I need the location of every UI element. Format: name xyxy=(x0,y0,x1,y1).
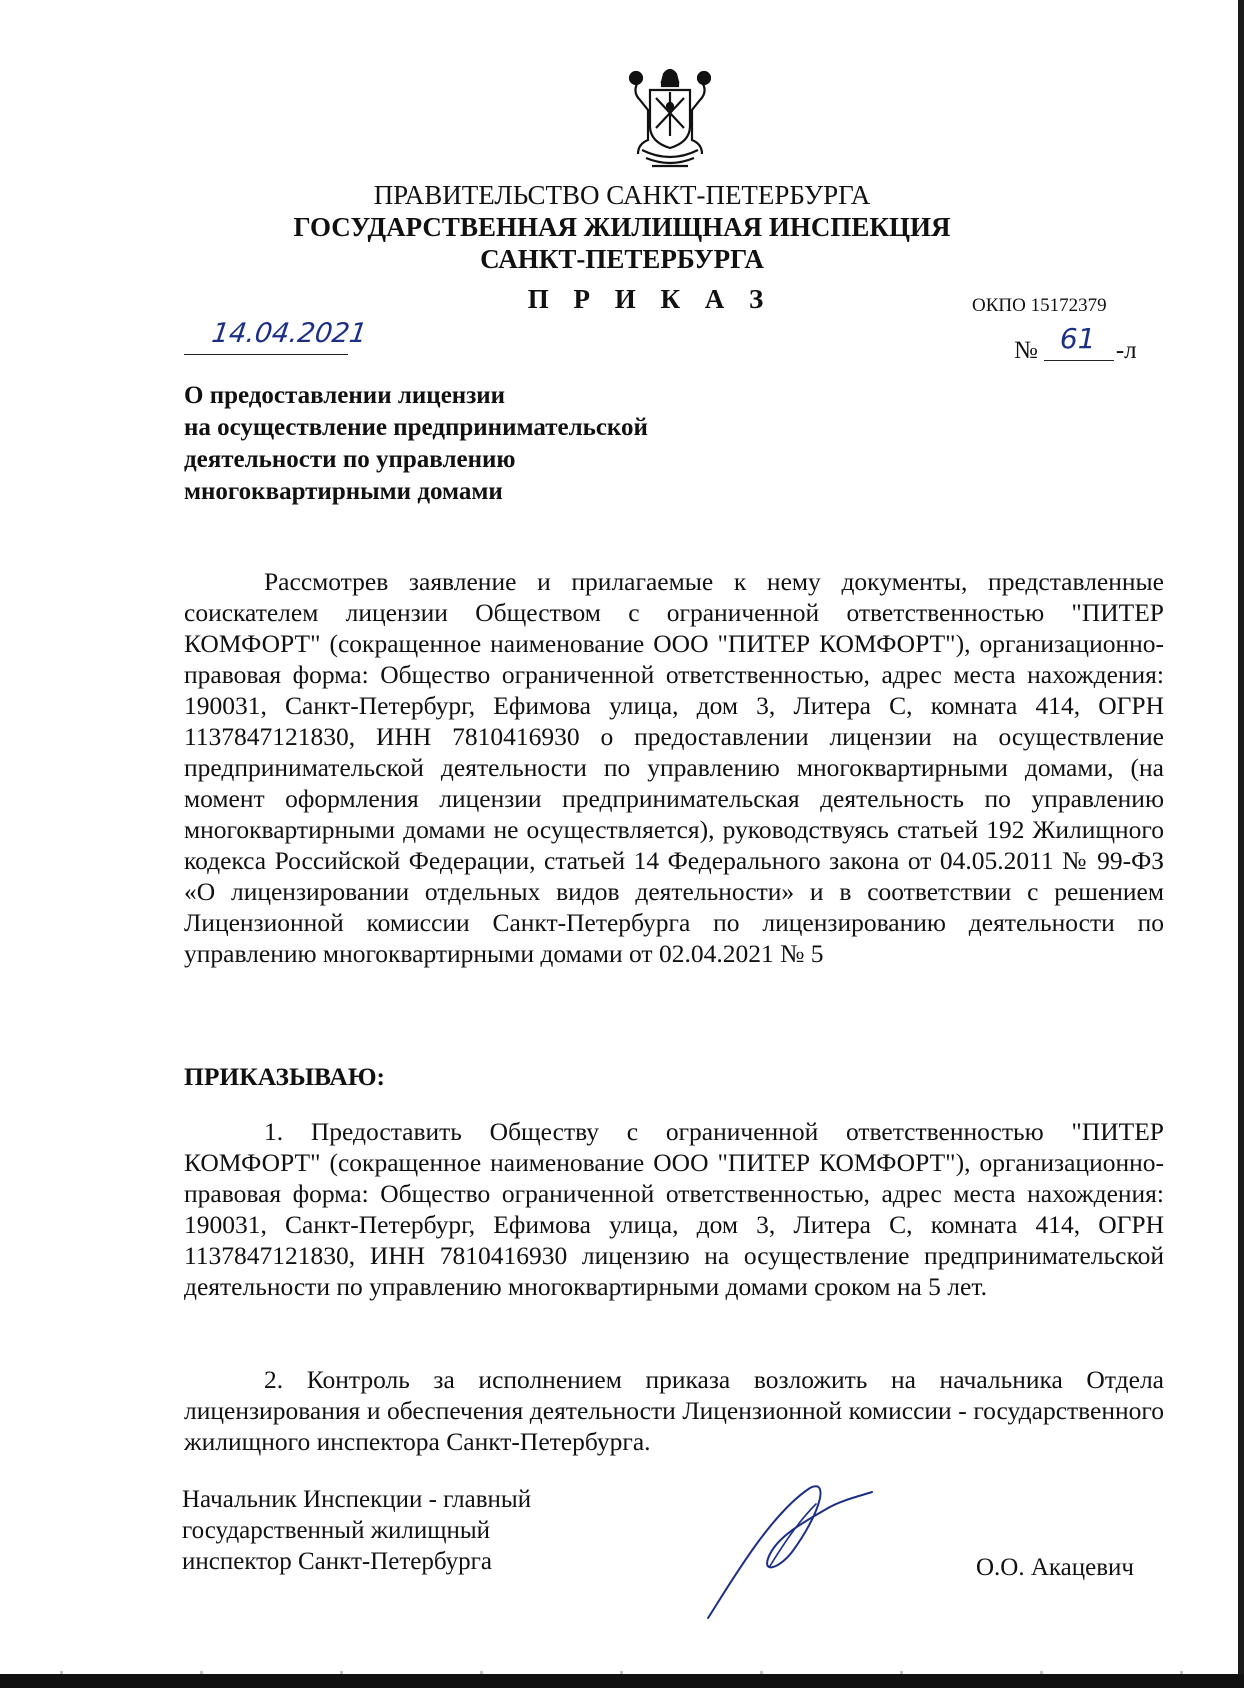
subject-line: многоквартирными домами xyxy=(184,478,503,505)
government-name: ПРАВИТЕЛЬСТВО САНКТ-ПЕТЕРБУРГА xyxy=(373,180,871,210)
order-item-1 xyxy=(184,1116,1164,1302)
number-sign: № xyxy=(1014,337,1038,364)
st-petersburg-coat-of-arms-icon xyxy=(622,66,718,170)
order-item-2-text: 2. Контроль за исполнением приказа возложить на начальника Отдела лицензирования и обеспечения деятельности Лицензионной комиссии - государственного жилищного инспектора Санкт-Петербурга. xyxy=(184,1365,1164,1456)
document-type: П Р И К А З xyxy=(527,284,773,314)
preamble-paragraph xyxy=(184,566,1164,969)
number-field xyxy=(1044,322,1114,361)
order-heading: ПРИКАЗЫВАЮ: xyxy=(184,1062,386,1091)
scan-edge-bottom xyxy=(0,1674,1244,1688)
number-suffix: -л xyxy=(1115,337,1137,364)
order-number xyxy=(1014,322,1137,365)
document-subject xyxy=(184,380,648,508)
signer-position xyxy=(182,1484,531,1577)
order-item-1-text: 1. Предоставить Обществу с ограниченной ответственностью "ПИТЕР КОМФОРТ" (сокращенное наименование ООО "ПИТЕР КОМФОРТ"), организационно-правовая форма: Общество ограниченной ответственностью, адрес места нахождения: 190031, Санкт-Петербург, Ефимова улица, дом 3, Литера С, комната 414, ОГРН 1137847121830, ИНН 7810416930 лицензию на осуществление предпринимательской деятельности по управлению многоквартирными домами сроком на 5 лет. xyxy=(184,1117,1164,1301)
inspection-name-line2: САНКТ-ПЕТЕРБУРГА xyxy=(480,244,764,274)
signer-position-line: Начальник Инспекции - главный xyxy=(182,1486,532,1513)
handwritten-signature-icon xyxy=(700,1474,880,1624)
preamble-text: Рассмотрев заявление и прилагаемые к нему документы, представленные соискателем лицензии Обществом с ограниченной ответственностью "ПИТЕР КОМФОРТ" (сокращенное наименование ООО "ПИТЕР КОМФОРТ"), организационно-правовая форма: Общество ограниченной ответственностью, адрес места нахождения: 190031, Санкт-Петербург, Ефимова улица, дом 3, Литера С, комната 414, ОГРН 1137847121830, ИНН 7810416930 о предоставлении лицензии на осуществление предпринимательской деятельности по управлению многоквартирными домами, (на момент оформления лицензии предпринимательская деятельность по управлению многоквартирными домами не осуществляется), руководствуясь статьей 192 Жилищного кодекса Российской Федерации, статьей 14 Федерального закона от 04.05.2011 № 99-ФЗ «О лицензировании отдельных видов деятельности» и в соответствии с решением Лицензионной комиссии Санкт-Петербурга по лицензированию деятельности по управлению многоквартирными домами от 02.04.2021 № 5 xyxy=(184,567,1164,968)
signer-position-line: государственный жилищный xyxy=(182,1517,491,1544)
handwritten-number: 61 xyxy=(1059,322,1096,355)
subject-line: деятельности по управлению xyxy=(184,446,516,473)
signer-name: О.О. Акацевич xyxy=(976,1554,1135,1581)
order-item-2 xyxy=(184,1364,1164,1457)
date-field xyxy=(184,316,369,355)
inspection-name-line1: ГОСУДАРСТВЕННАЯ ЖИЛИЩНАЯ ИНСПЕКЦИЯ xyxy=(293,212,951,242)
signer-position-line: инспектор Санкт-Петербурга xyxy=(182,1548,492,1575)
handwritten-date: 14.04.2021 xyxy=(209,318,369,349)
subject-line: на осуществление предпринимательской xyxy=(184,414,648,441)
okpo-code: ОКПО 15172379 xyxy=(972,295,1107,316)
subject-line: О предоставлении лицензии xyxy=(184,382,506,409)
